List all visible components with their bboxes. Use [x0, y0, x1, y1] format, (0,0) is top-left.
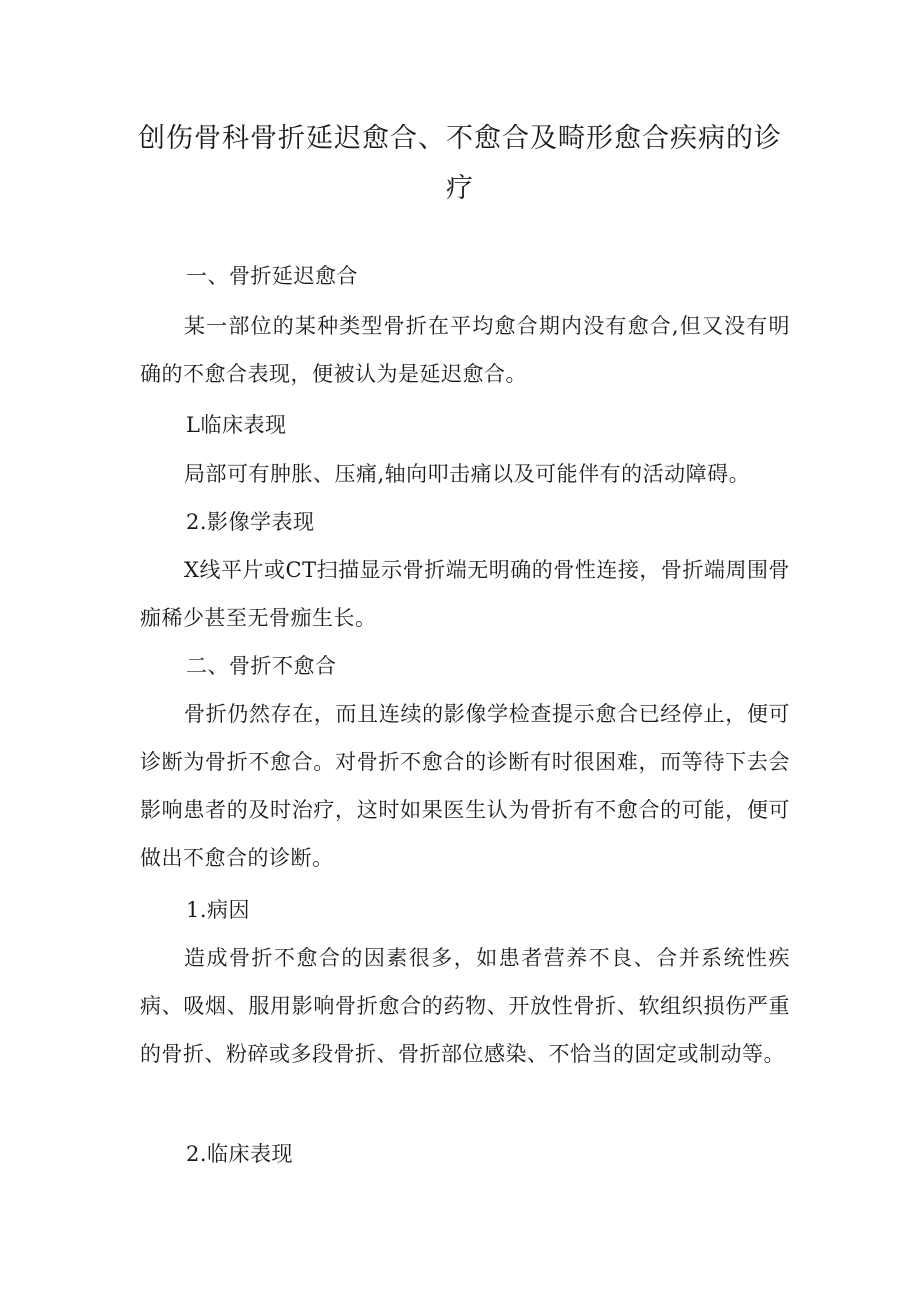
- section1-paragraph: 某一部位的某种类型骨折在平均愈合期内没有愈合,但又没有明确的不愈合表现，便被认为是延迟愈合。: [140, 314, 790, 386]
- document-title-line2: 疗: [446, 173, 474, 204]
- section2-paragraph: 骨折仍然存在，而且连续的影像学检查提示愈合已经停止，便可诊断为骨折不愈合。对骨折不愈合的诊断有时很困难，而等待下去会影响患者的及时治疗，这时如果医生认为骨折有不愈合的可能，便可做出不愈合的诊断。: [140, 702, 790, 870]
- document-title-line1: 创伤骨科骨折延迟愈合、不愈合及畸形愈合疾病的诊: [138, 123, 782, 154]
- s1-sub2-heading: 2.影像学表现: [186, 510, 315, 534]
- s2-sub1-paragraph: 造成骨折不愈合的因素很多，如患者营养不良、合并系统性疾病、吸烟、服用影响骨折愈合的药物、开放性骨折、软组织损伤严重的骨折、粉碎或多段骨折、骨折部位感染、不恰当的固定或制动等。: [140, 946, 790, 1066]
- section1-heading: 一、骨折延迟愈合: [186, 264, 358, 288]
- s2-sub2-heading: 2.临床表现: [186, 1142, 294, 1166]
- s1-sub1-paragraph: 局部可有肿胀、压痛,轴向叩击痛以及可能伴有的活动障碍。: [184, 462, 751, 486]
- s1-sub2-paragraph: X线平片或CT扫描显示骨折端无明确的骨性连接，骨折端周围骨痂稀少甚至无骨痂生长。: [140, 558, 790, 630]
- s2-sub1-heading: 1.病因: [186, 898, 251, 922]
- section2-heading: 二、骨折不愈合: [186, 654, 337, 678]
- s1-sub1-heading: L临床表现: [186, 413, 287, 437]
